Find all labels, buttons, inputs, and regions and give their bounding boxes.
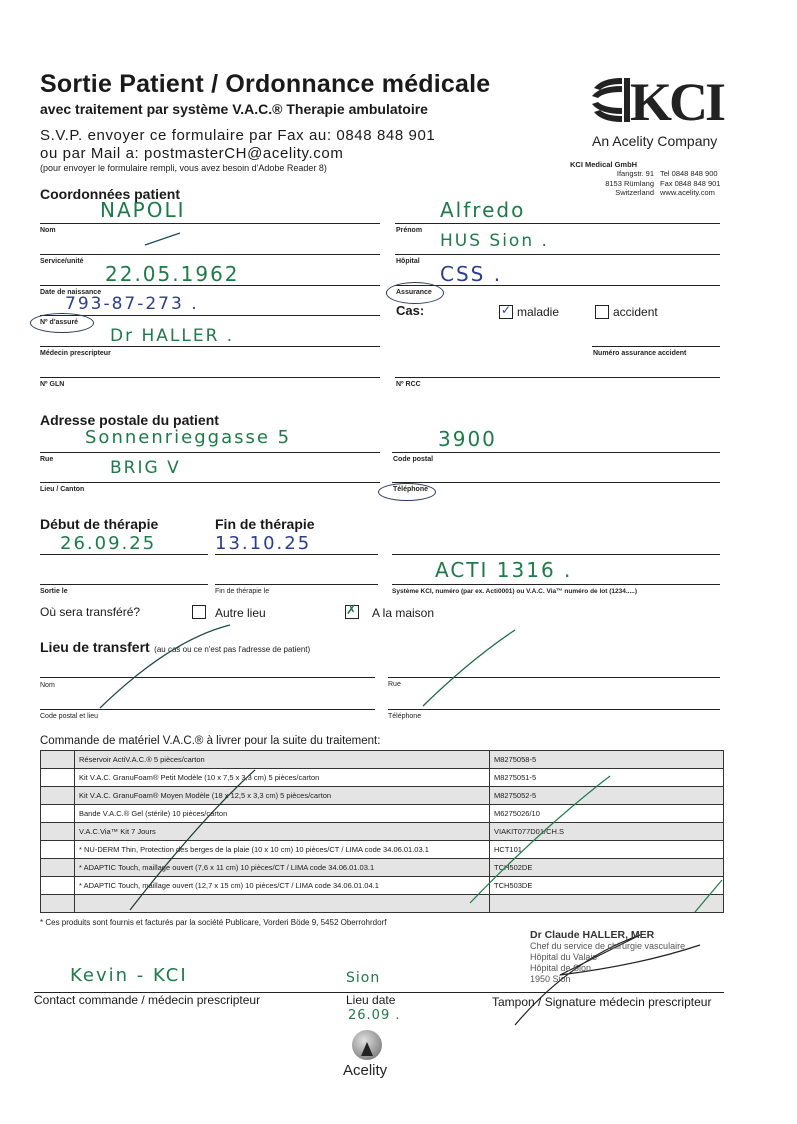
lieu-value[interactable]: Sion (346, 970, 381, 986)
transfer-nom-label: Nom (40, 682, 55, 689)
hand-circle (378, 483, 436, 501)
order-qty-cell[interactable] (41, 895, 75, 913)
stamp-label: Tampon / Signature médecin prescripteur (492, 995, 712, 1009)
order-title: Commande de matériel V.A.C.® à livrer pour la suite du traitement: (40, 735, 381, 747)
stamp-line: Chef du service de chirurgie vasculaire (530, 941, 686, 951)
field-service-label: Service/unité (40, 258, 84, 265)
mail-instruction: ou par Mail a: postmasterCH@acelity.com (40, 145, 344, 162)
cas-label: Cas: (396, 303, 425, 318)
field-num-accident-label: Numéro assurance accident (593, 350, 687, 357)
form-title: Sortie Patient / Ordonnance médicale (40, 70, 491, 98)
checkbox-autre-lieu-label: Autre lieu (215, 606, 266, 620)
kci-logo (592, 74, 732, 124)
checkbox-a-la-maison[interactable] (345, 602, 359, 619)
hand-circle (386, 282, 444, 304)
address-cp-label: Code postal (393, 456, 434, 463)
field-prenom-value[interactable]: Alfredo (440, 198, 526, 222)
order-table (40, 750, 724, 913)
form-subtitle: avec traitement par système V.A.C.® Therapie ambulatoire (40, 101, 428, 117)
fax-instruction: S.V.P. envoyer ce formulaire par Fax au: 0848 848 901 (40, 127, 436, 144)
field-assurance-label: Assurance (396, 289, 432, 296)
field-medecin-label: Médecin prescripteur (40, 350, 111, 357)
date-value[interactable]: 26.09 . (348, 1008, 401, 1023)
field-hopital-value[interactable]: HUS Sion . (440, 231, 549, 251)
section-address: Adresse postale du patient (40, 412, 219, 428)
therapy-fin-label: Fin de thérapie le (215, 588, 270, 595)
stamp-line: Hôpital du Valais (530, 952, 597, 962)
reader-note: (pour envoyer le formulaire rempli, vous avez besoin d'Adobe Reader 8) (40, 163, 327, 173)
therapy-fin-value[interactable]: 13.10.25 (215, 533, 312, 554)
hand-circle (30, 313, 94, 333)
checkbox-maladie[interactable] (499, 305, 513, 319)
contact-value[interactable]: Kevin - KCI (70, 965, 188, 986)
therapy-system-value[interactable]: ACTI 1316 . (435, 558, 573, 582)
address-lieu-value[interactable]: BRIG V (110, 458, 181, 478)
company-tel: Tel 0848 848 900 (660, 169, 718, 178)
order-row (41, 805, 724, 823)
order-item: Bande V.A.C.® Gel (stérile) 10 pièces/carton (75, 805, 490, 823)
order-item: * ADAPTIC Touch, maillage ouvert (12,7 x 15 cm) 10 pièces/CT / LIMA code 34.06.01.04.1 (75, 877, 490, 895)
order-code: VIAKIT077D01/CH.S (490, 823, 724, 841)
address-tel-label: Téléphone (393, 486, 429, 493)
company-street: Ifangstr. 91 (616, 169, 654, 178)
therapy-system-label: Système KCI, numéro (par ex. Acti0001) ou V.A.C. Via™ numéro de lot (1234.....) (392, 588, 638, 595)
check-icon: ✗ (346, 602, 357, 617)
field-gln-label: Nº GLN (40, 381, 65, 388)
transfer-tel-label: Téléphone (388, 713, 422, 720)
section-patient: Coordonnées patient (40, 186, 181, 202)
transfer-rue-label: Rue (388, 681, 401, 688)
field-prenom-label: Prénom (396, 227, 423, 234)
order-qty-cell[interactable] (41, 877, 75, 895)
order-item: Kit V.A.C. GranuFoam® Petit Modèle (10 x 7,5 x 3,3 cm) 5 pièces/carton (75, 769, 490, 787)
field-naissance-value[interactable]: 22.05.1962 (105, 262, 240, 286)
field-medecin-value[interactable]: Dr HALLER . (110, 326, 235, 346)
order-item: * NU-DERM Thin, Protection des berges de la plaie (10 x 10 cm) 10 pièces/CT / LIMA code 34.06.01.03.1 (75, 841, 490, 859)
therapy-fin-title: Fin de thérapie (215, 516, 315, 532)
order-row (41, 751, 724, 769)
checkbox-accident-label: accident (613, 305, 658, 319)
transfer-note: (au cas ou ce n'est pas l'adresse de patient) (154, 645, 311, 654)
company-fax: Fax 0848 848 901 (660, 178, 721, 188)
order-row (41, 823, 724, 841)
checkbox-autre-lieu[interactable] (192, 605, 206, 619)
acelity-brand: Acelity (343, 1062, 388, 1079)
therapy-sortie-label: Sortie le (40, 588, 68, 595)
address-lieu-label: Lieu / Canton (40, 486, 85, 493)
order-qty-cell[interactable] (41, 841, 75, 859)
hand-stroke (423, 630, 515, 706)
order-code: M6275026/10 (490, 805, 724, 823)
transfer-heading (40, 639, 310, 657)
company-country: Switzerland (615, 188, 654, 197)
company-name: KCI Medical GmbH (570, 160, 638, 169)
field-assurance-value[interactable]: CSS . (440, 262, 503, 286)
field-rcc-label: Nº RCC (396, 381, 421, 388)
hand-stroke (100, 625, 230, 708)
checkbox-maladie-label: maladie (517, 305, 560, 319)
order-row (41, 841, 724, 859)
address-rue-label: Rue (40, 456, 54, 463)
order-item: Kit V.A.C. GranuFoam® Moyen Modèle (18 x 12,5 x 3,3 cm) 5 pièces/carton (75, 787, 490, 805)
order-code: M8275058-5 (490, 751, 724, 769)
therapy-debut-title: Début de thérapie (40, 516, 159, 532)
field-hopital-label: Hôpital (396, 258, 420, 265)
doctor-stamp (530, 930, 685, 985)
order-footnote: * Ces produits sont fournis et facturés par la société Publicare, Vorderi Böde 9, 5452 Oberrohrdorf (40, 918, 387, 927)
order-qty-cell[interactable] (41, 823, 75, 841)
company-web: www.acelity.com (660, 188, 715, 197)
kci-logo-text: KCI (630, 74, 724, 124)
order-item: * ADAPTIC Touch, maillage ouvert (7,6 x 11 cm) 10 pièces/CT / LIMA code 34.06.01.03.1 (75, 859, 490, 877)
order-code: M8275052-5 (490, 787, 724, 805)
logo-triangle (361, 1042, 373, 1056)
order-code: TCH502DE (490, 859, 724, 877)
order-qty-cell[interactable] (41, 769, 75, 787)
order-qty-cell[interactable] (41, 787, 75, 805)
order-qty-cell[interactable] (41, 859, 75, 877)
address-cp-value[interactable]: 3900 (438, 427, 497, 451)
kci-tagline: An Acelity Company (592, 133, 718, 149)
order-item: V.A.C.Via™ Kit 7 Jours (75, 823, 490, 841)
hand-stroke (145, 233, 180, 245)
order-item (75, 895, 490, 913)
field-nom-value[interactable]: NAPOLI (100, 198, 186, 222)
transfer-question: Où sera transféré? (40, 605, 141, 619)
contact-label: Contact commande / médecin prescripteur (34, 993, 261, 1007)
field-assure-label: Nº d'assuré (40, 319, 79, 326)
order-code: TCH503DE (490, 877, 724, 895)
checkbox-a-la-maison-label: A la maison (372, 606, 435, 620)
field-assure-value[interactable]: 793-87-273 . (65, 294, 199, 314)
company-contact (660, 169, 720, 198)
stamp-line: Dr Claude HALLER, MER (530, 929, 655, 941)
stamp-line: Hôpital de Sion (530, 963, 592, 973)
order-qty-cell[interactable] (41, 751, 75, 769)
order-item: Réservoir ActiV.A.C.® 5 pièces/carton (75, 751, 490, 769)
order-code (490, 895, 724, 913)
checkbox-accident[interactable] (595, 305, 609, 319)
transfer-title: Lieu de transfert (40, 639, 150, 655)
address-rue-value[interactable]: Sonnenrieggasse 5 (85, 427, 292, 448)
field-naissance-label: Date de naissance (40, 289, 102, 296)
order-row (41, 859, 724, 877)
order-code: M8275051-5 (490, 769, 724, 787)
check-icon: ✓ (501, 303, 512, 317)
therapy-debut-value[interactable]: 26.09.25 (60, 533, 157, 554)
company-city: 8153 Rümlang (605, 178, 654, 188)
order-qty-cell[interactable] (41, 805, 75, 823)
stamp-line: 1950 Sion (530, 974, 571, 984)
order-row (41, 787, 724, 805)
order-row (41, 895, 724, 913)
acelity-logo-icon (352, 1030, 382, 1060)
company-address (570, 169, 654, 198)
transfer-cp-label: Code postal et lieu (40, 713, 98, 720)
order-code: HCT101 (490, 841, 724, 859)
field-nom-label: Nom (40, 227, 56, 234)
order-row (41, 877, 724, 895)
order-row (41, 769, 724, 787)
lieu-date-label: Lieu date (346, 993, 396, 1007)
